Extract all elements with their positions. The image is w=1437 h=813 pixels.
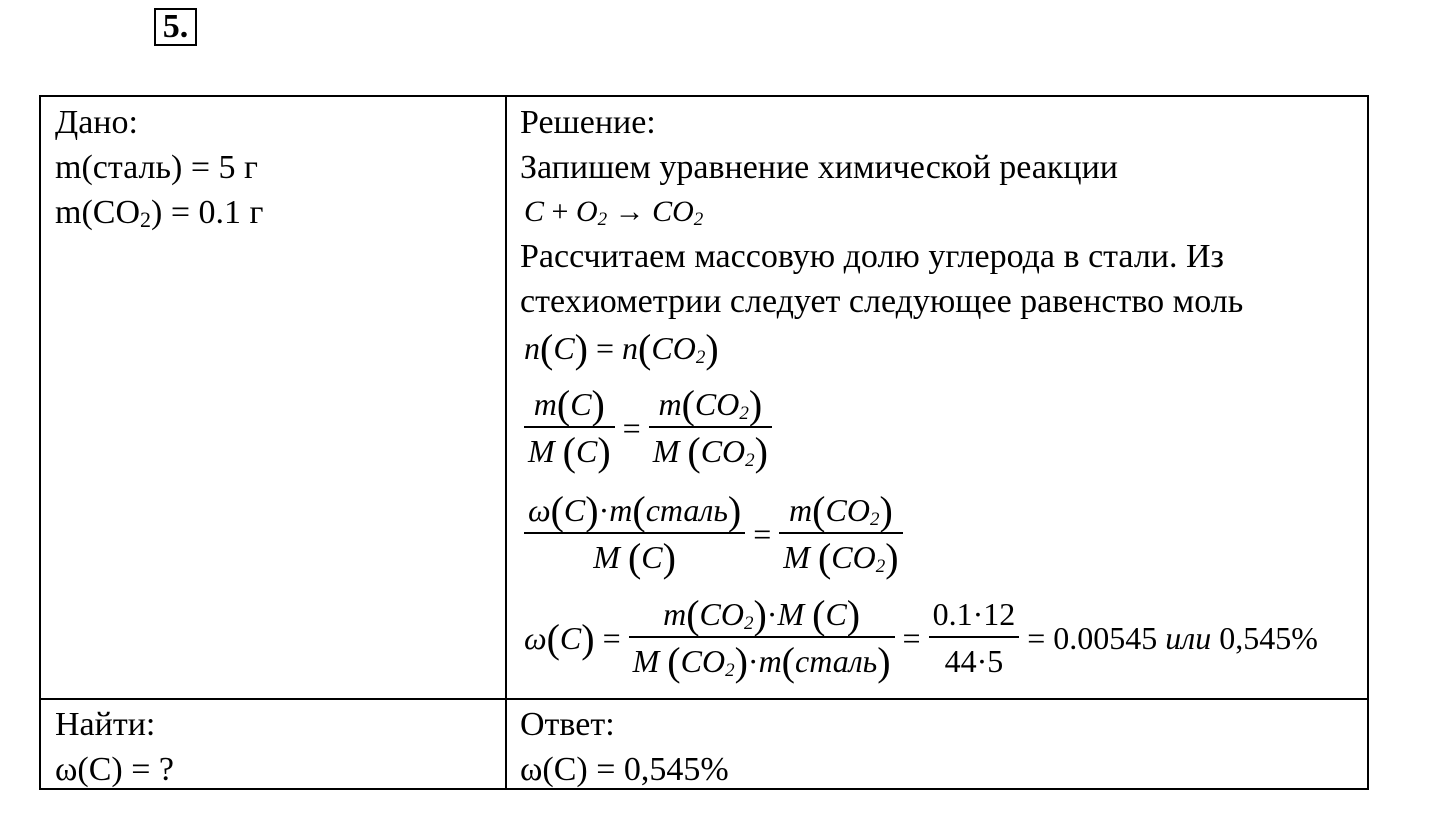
fraction-mc: $\frac{m(C)}{M (C)}$ (524, 382, 615, 474)
given-steel-mass: m(сталь) = 5 г (55, 149, 258, 186)
solution-table (39, 95, 1369, 790)
or-word: или (1165, 619, 1212, 656)
answer-value: ω(C) = 0,545% (520, 751, 729, 788)
column-divider (505, 97, 507, 788)
solution-intro: Запишем уравнение химической реакции (520, 149, 1118, 186)
find-value: ω(C) = ? (55, 751, 174, 788)
answer-cell (520, 702, 1360, 792)
answer-label: Ответ: (520, 706, 615, 743)
task-number: 5. (154, 8, 197, 46)
find-cell (55, 702, 495, 792)
solution-text-1: Рассчитаем массовую долю углерода в стали. Из (520, 238, 1224, 275)
reaction-equation: $C + O_2 \to CO_2$ (524, 195, 704, 230)
solution-label: Решение: (520, 104, 656, 141)
fraction-mco2-b: $\frac{m(CO_2)}{M (CO_2)}$ (779, 488, 902, 580)
mass-ratio-equation: $\frac{m(C)}{M (C)}$ = $\frac{m(CO_2)}{M (CO_2)}$ (524, 378, 1366, 478)
fraction-numbers: $\frac{0.1\cdot 12}{44\cdot 5}$ (929, 592, 1020, 684)
solution-text-2: стехиометрии следует следующее равенство моль (520, 283, 1244, 320)
result-value: 0.00545 (1053, 619, 1158, 656)
omega-equation: $\frac{\text{ω(C)·m(сталь)}}{M (C)}$ = $\frac{m(CO_2)}{M (CO_2)}$ (524, 482, 1366, 586)
fraction-mco2: $\frac{m(CO_2)}{M (CO_2)}$ (649, 382, 772, 474)
fraction-omega: $\frac{\text{ω(C)·m(сталь)}}{M (C)}$ (524, 488, 745, 580)
given-co2-mass: $m(CO_2) = 0.1$ г (55, 194, 264, 232)
row-divider (41, 698, 1367, 700)
mole-equality: $n(C) = n(CO_2)$ (524, 326, 719, 371)
fraction-formula: $\frac{m(CO_2)\cdot M (C)}{M (CO_2)\cdot m(сталь)}$ (629, 592, 895, 684)
final-calculation: ω(C) = $\frac{m(CO_2)\cdot M (C)}{M (CO_2)\cdot m(сталь)}$ = $\frac{0.1\cdot 12}{44\cdot 5}$ = 0.00545 или 0,545% (524, 592, 1318, 684)
find-label: Найти: (55, 706, 156, 743)
solution-cell (520, 100, 1366, 688)
result-percent: 0,545% (1219, 619, 1318, 656)
given-cell (55, 100, 495, 235)
given-label: Дано: (55, 104, 138, 141)
